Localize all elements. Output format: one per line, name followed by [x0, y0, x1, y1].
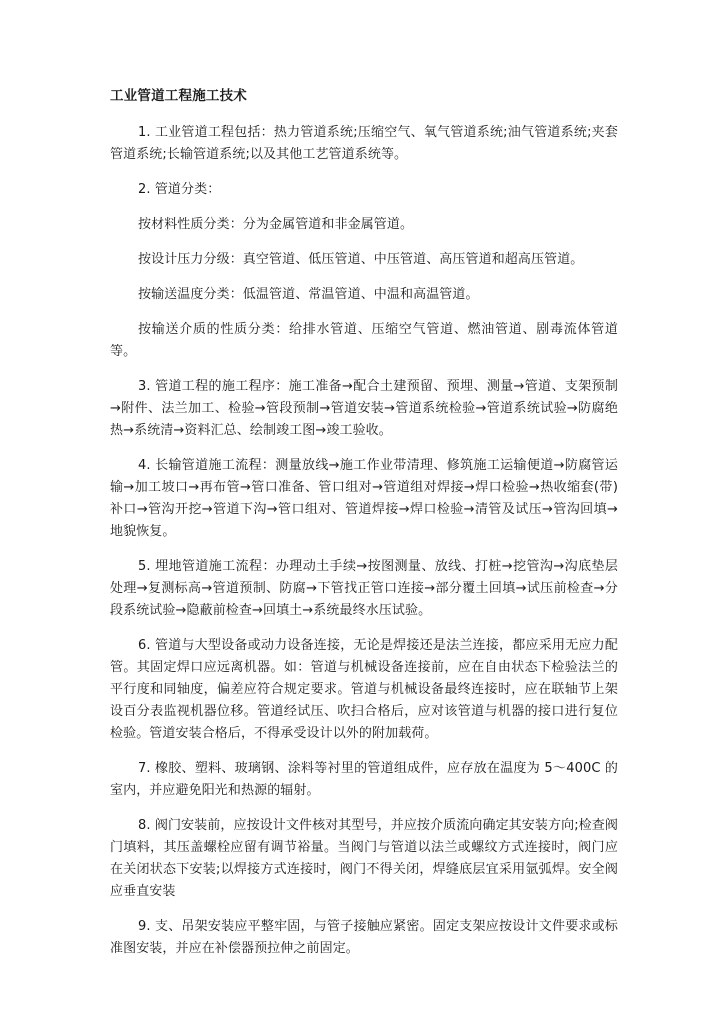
- paragraph-7-lined-components: 7. 橡胶、塑料、玻璃钢、涂料等衬里的管道组成件，应存放在温度为 5～400C 的室内，并应避免阳光和热源的辐射。: [110, 761, 618, 798]
- paragraph-3-construction-procedure: 3. 管道工程的施工程序：施工准备→配合土建预留、预埋、测量→管道、支架预制→附件、法兰加工、检验→管段预制→管道安装→管道系统检验→管道系统试验→防腐绝热→系统清→资料汇总、绘制竣工图→竣工验收。: [110, 379, 618, 438]
- paragraph-5-buried-pipeline: 5. 埋地管道施工流程：办理动土手续→按图测量、放线、打桩→挖管沟→沟底垫层处理→复测标高→管道预制、防腐→下管找正管口连接→部分覆土回填→试压前检查→分段系统试验→隐蔽前检查→回填土→系统最终水压试验。: [110, 559, 618, 618]
- paragraph-4-long-distance-pipeline: 4. 长输管道施工流程：测量放线→施工作业带清理、修筑施工运输便道→防腐管运输→加工坡口→再布管→管口准备、管口组对→管道组对焊接→焊口检验→热收缩套(带)补口→管沟开挖→管道下沟→管口组对、管道焊接→焊口检验→清管及试压→管沟回填→地貌恢复。: [110, 458, 618, 539]
- paragraph-8-valve-installation: 8. 阀门安装前，应按设计文件核对其型号，并应按介质流向确定其安装方向;检查阀门填料，其压盖螺栓应留有调节裕量。当阀门与管道以法兰或螺纹方式连接时，阀门应在关闭状态下安装;以焊接方式连接时，阀门不得关闭，焊缝底层宜采用氩弧焊。安全阀应垂直安装: [110, 818, 618, 899]
- paragraph-6-equipment-connection: 6. 管道与大型设备或动力设备连接，无论是焊接还是法兰连接，都应采用无应力配管。其固定焊口应远离机器。如：管道与机械设备连接前，应在自由状态下检验法兰的平行度和同轴度，偏差应符合规定要求。管道与机械设备最终连接时，应在联轴节上架设百分表监视机器位移。管道经试压、吹扫合格后，应对该管道与机器的接口进行复位检验。管道安装合格后，不得承受设计以外的附加载荷。: [110, 638, 618, 741]
- document-title: 工业管道工程施工技术: [110, 88, 247, 104]
- document-page: [110, 86, 618, 973]
- paragraph-classification-material: 按材料性质分类：分为金属管道和非金属管道。: [138, 217, 414, 232]
- paragraph-2-classification-heading: 2. 管道分类：: [138, 182, 221, 197]
- paragraph-9-support-installation: 9. 支、吊架安装应平整牢固，与管子接触应紧密。固定支架应按设计文件要求或标准图安装，并应在补偿器预拉伸之前固定。: [110, 919, 618, 956]
- paragraph-classification-pressure: 按设计压力分级：真空管道、低压管道、中压管道、高压管道和超高压管道。: [138, 252, 584, 267]
- paragraph-classification-temperature: 按输送温度分类：低温管道、常温管道、中温和高温管道。: [138, 287, 479, 302]
- paragraph-classification-medium: 按输送介质的性质分类：给排水管道、压缩空气管道、燃油管道、剧毒流体管道等。: [110, 322, 618, 359]
- paragraph-1-scope: 1. 工业管道工程包括：热力管道系统;压缩空气、氧气管道系统;油气管道系统;夹套管道系统;长输管道系统;以及其他工艺管道系统等。: [110, 125, 618, 162]
